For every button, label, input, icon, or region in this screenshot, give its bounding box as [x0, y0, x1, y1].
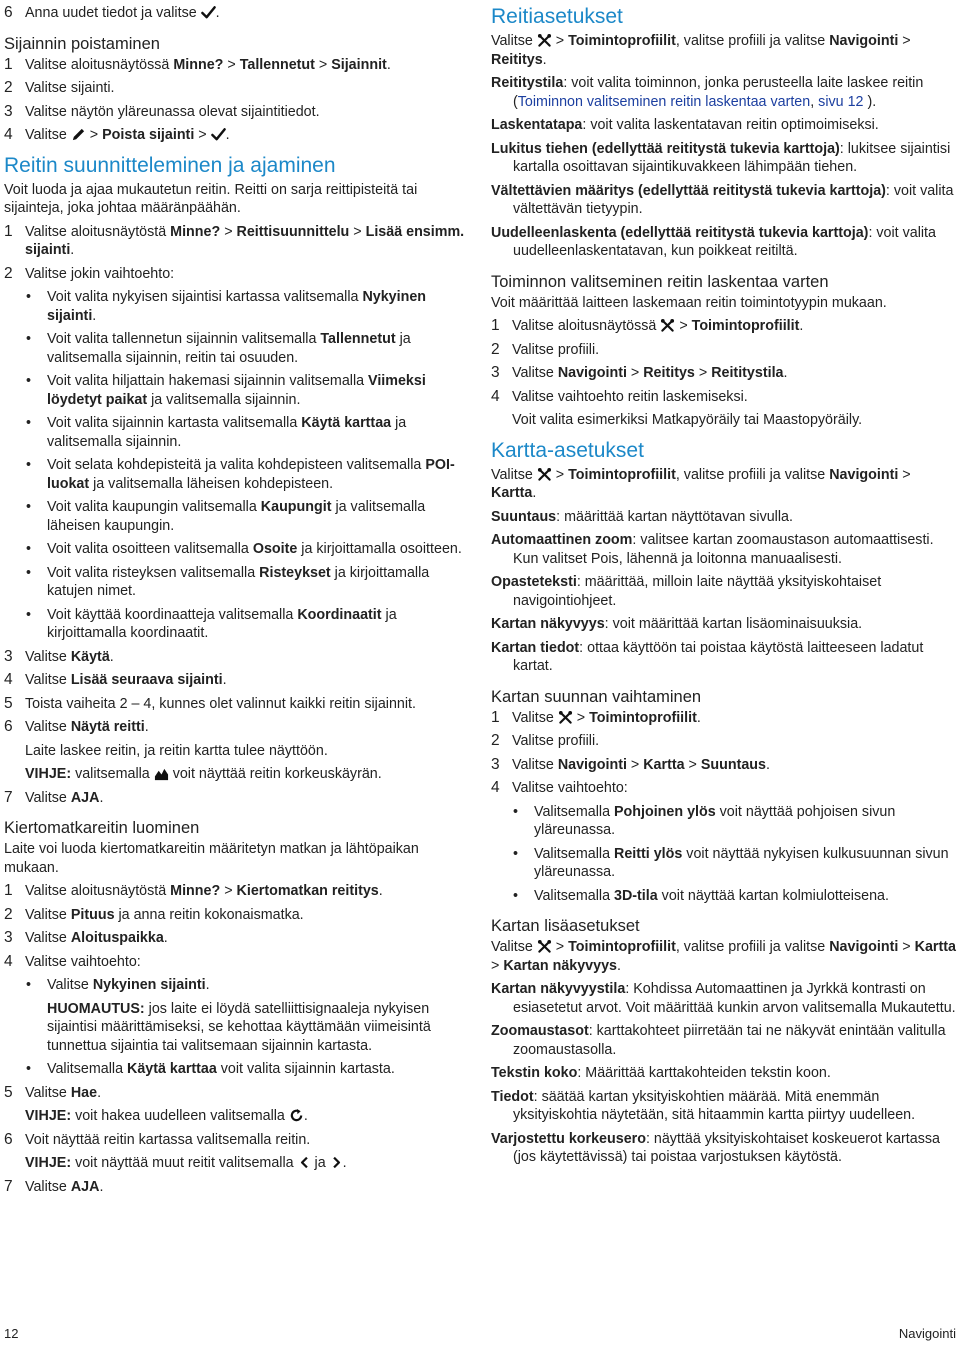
- step-4: 4 Valitse vaihtoehto reitin laskemiseksi.: [491, 387, 748, 405]
- definition-item: Laskentatapa: voit valita laskentatavan reitin optimoimiseksi.: [491, 117, 879, 133]
- step-2: 2 Valitse profiili.: [491, 340, 600, 358]
- bullet-item: • Voit valita hiljattain hakemasi sijainnin valitsemalla Viimeksi löydetyt paikat ja valitsemalla sijainnin.: [4, 372, 466, 409]
- step-note: Voit valita esimerkiksi Matkapyöräily tai Maastopyöräily.: [512, 412, 863, 428]
- step-1: 1 Valitse > Toimintoprofiilit.: [491, 708, 701, 726]
- definition-item: Tekstin koko: Määrittää karttakohteiden tekstin koon.: [491, 1065, 831, 1081]
- section-heading-map-settings: Kartta-asetukset: [491, 438, 644, 462]
- checkmark-icon: [211, 127, 226, 142]
- step-2: 2 Valitse Pituus ja anna reitin kokonaismatka.: [4, 905, 304, 923]
- paragraph: Valitse > Toimintoprofiilit, valitse profiili ja valitse Navigointi > Reititys.: [491, 33, 911, 68]
- step-4: 4 Valitse vaihtoehto:: [4, 952, 141, 970]
- step-7: 7 Valitse AJA.: [4, 788, 104, 806]
- paragraph: Valitse > Toimintoprofiilit, valitse profiili ja valitse Navigointi > Kartta > Kartan näkyvyys.: [491, 939, 956, 974]
- step-1: 1 Valitse aloitusnäytössä Minne? > Tallennetut > Sijainnit.: [4, 55, 391, 73]
- definition-item: Automaattinen zoom: valitsee kartan zoomaustason automaattisesti. Kun valitset Pois, lähennä ja loitonna manuaalisesti.: [491, 532, 934, 567]
- definition-item: Reititystila: voit valita toiminnon, jonka perusteella laite laskee reitin (Toiminnon valitseminen reitin laskentaa varten, sivu 12 ).: [491, 75, 924, 110]
- step-6: 6 Voit näyttää reitin kartassa valitsemalla reitin.: [4, 1130, 311, 1148]
- step-2: 2 Valitse jokin vaihtoehto:: [4, 264, 175, 282]
- step-6-edit: 6 Anna uudet tiedot ja valitse .: [4, 4, 220, 21]
- definition-item: Kartan näkyvyys: voit määrittää kartan lisäominaisuuksia.: [491, 616, 863, 632]
- elevation-plot-icon: [154, 766, 169, 781]
- paragraph: Voit määrittää laitteen laskemaan reitin toimintotyypin mukaan.: [491, 294, 887, 311]
- definition-item: Vältettävien määritys (edellyttää reititystä tukevia karttoja): voit valita vältettävän tietyypin.: [491, 182, 954, 217]
- tools-icon: [558, 710, 573, 725]
- step-1: 1 Valitse aloitusnäytöstä Minne? > Kiertomatkan reititys.: [4, 882, 383, 899]
- section-heading-advanced-map: Kartan lisäasetukset: [491, 917, 640, 935]
- definition-item: Uudelleenlaskenta (edellyttää reititystä tukevia karttoja): voit valita uudelleenlaskentatavan, kun poikkeat reitiltä.: [491, 224, 936, 259]
- definition-item: Zoomaustasot: karttakohteet piirretään tai ne näkyvät enintään valitulla zoomaustasolla.: [491, 1023, 946, 1058]
- step-3: 3 Valitse Käytä.: [4, 647, 114, 665]
- step-3: 3 Valitse Aloituspaikka.: [4, 929, 168, 946]
- chevron-left-icon: [298, 1155, 311, 1170]
- tools-icon: [537, 33, 552, 48]
- section-heading-remove-location: Sijainnin poistaminen: [4, 34, 160, 53]
- bullet-item: • Voit valita osoitteen valitsemalla Osoite ja kirjoittamalla osoitteen.: [4, 540, 466, 559]
- definition-item: Kartan näkyvyystila: Kohdissa Automaattinen ja Jyrkkä kontrasti on esiasetetut arvot. Voit määrittää kunkin arvon valitsemalla Mukautettu.: [491, 981, 956, 1016]
- step-6: 6 Valitse Näytä reitti.: [4, 718, 149, 735]
- tools-icon: [537, 939, 552, 954]
- paragraph: Voit luoda ja ajaa mukautetun reitin. Reitti on sarja reittipisteitä tai sijainteja, joka johtaa määränpäähän.: [4, 181, 418, 216]
- left-column: [4, 4, 466, 1201]
- refresh-icon: [289, 1108, 304, 1123]
- pencil-icon: [71, 127, 86, 142]
- section-heading-round-trip: Kiertomatkareitin luominen: [4, 819, 200, 837]
- step-note: Laite laskee reitin, ja reitin kartta tulee näyttöön.: [25, 742, 328, 759]
- paragraph: Valitse > Toimintoprofiilit, valitse profiili ja valitse Navigointi > Kartta.: [491, 466, 911, 501]
- tip: VIHJE: valitsemalla voit näyttää reitin korkeuskäyrän.: [25, 766, 382, 782]
- step-4: 4 Valitse Lisää seuraava sijainti.: [4, 671, 227, 688]
- bullet-item: • Valitsemalla Käytä karttaa voit valita sijainnin kartasta.: [4, 1060, 466, 1079]
- step-4: 4 Valitse vaihtoehto:: [491, 779, 628, 796]
- definition-item: Suuntaus: määrittää kartan näyttötavan sivulla.: [491, 508, 793, 525]
- bullet-item: • Valitsemalla 3D-tila voit näyttää kartan kolmiulotteisena.: [491, 887, 956, 906]
- page-number: 12: [4, 1326, 19, 1341]
- section-heading-route-settings: Reitiasetukset: [491, 5, 623, 28]
- note: HUOMAUTUS: jos laite ei löydä satelliittisignaaleja nykyisen sijaintisi määrittämiseksi, se kehottaa käyttämään viimeisintä tunnettua sijaintia tai valitsemaan sijainnin kartasta.: [47, 1000, 431, 1054]
- step-1: 1 Valitse aloitusnäytöstä Minne? > Reittisuunnittelu > Lisää ensimm. sijainti.: [4, 222, 465, 258]
- step-5: 5 Toista vaiheita 2 – 4, kunnes olet valinnut kaikki reitin sijainnit.: [4, 694, 416, 712]
- step-1: 1 Valitse aloitusnäytössä > Toimintoprofiilit.: [491, 317, 804, 334]
- step-2: 2 Valitse profiili.: [491, 732, 600, 749]
- bullet-item: • Voit valita tallennetun sijainnin valitsemalla Tallennetut ja valitsemalla sijainnin, reitin tai osuuden.: [4, 330, 466, 367]
- bullet-item: • Valitse Nykyinen sijainti.: [4, 976, 466, 995]
- checkmark-icon: [201, 5, 216, 20]
- paragraph: Laite voi luoda kiertomatkareitin määritetyn matkan ja lähtöpaikan mukaan.: [4, 841, 419, 876]
- tools-icon: [537, 467, 552, 482]
- bullet-item: • Voit valita nykyisen sijaintisi kartassa valitsemalla Nykyinen sijainti.: [4, 288, 466, 325]
- footer-section-name: Navigointi: [898, 1326, 956, 1341]
- step-3: 3 Valitse näytön yläreunassa olevat sijaintitiedot.: [4, 102, 320, 120]
- page-reference-link[interactable]: sivu 12: [818, 93, 864, 110]
- step-2: 2 Valitse sijainti.: [4, 79, 115, 96]
- tools-icon: [660, 318, 675, 333]
- cross-reference-link[interactable]: Toiminnon valitseminen reitin laskentaa varten: [517, 93, 811, 110]
- right-column: [491, 4, 956, 1172]
- bullet-item: • Voit valita kaupungin valitsemalla Kaupungit ja valitsemalla läheisen kaupungin.: [4, 498, 466, 535]
- step-7: 7 Valitse AJA.: [4, 1177, 104, 1195]
- tip: VIHJE: voit hakea uudelleen valitsemalla .: [25, 1108, 308, 1124]
- step-4: 4 Valitse > Poista sijainti > .: [4, 126, 230, 143]
- definition-item: Opasteteksti: määrittää, milloin laite näyttää yksityiskohtaiset navigointiohjeet.: [491, 574, 882, 609]
- chevron-right-icon: [330, 1155, 343, 1170]
- definition-item: Tiedot: säätää kartan yksityiskohtien määrää. Mitä enemmän yksityiskohtia näytetään, sitä hitaammin kartta piirtyy uudelleen.: [491, 1088, 916, 1123]
- step-3: 3 Valitse Navigointi > Kartta > Suuntaus.: [491, 755, 770, 773]
- section-heading-route-planning: Reitin suunnitteleminen ja ajaminen: [4, 153, 336, 177]
- bullet-item: • Voit valita risteyksen valitsemalla Risteykset ja kirjoittamalla katujen nimet.: [4, 564, 466, 601]
- tip: VIHJE: voit näyttää muut reitit valitsemalla ja .: [25, 1155, 347, 1171]
- bullet-item: • Voit valita sijainnin kartasta valitsemalla Käytä karttaa ja valitsemalla sijainnin.: [4, 414, 466, 451]
- step-5: 5 Valitse Hae.: [4, 1083, 102, 1101]
- bullet-item: • Voit käyttää koordinaatteja valitsemalla Koordinaatit ja kirjoittamalla koordinaatit.: [4, 606, 466, 643]
- step-3: 3 Valitse Navigointi > Reititys > Reititystila.: [491, 364, 788, 381]
- definition-item: Kartan tiedot: ottaa käyttöön tai poistaa käytöstä laitteeseen ladatut kartat.: [491, 639, 924, 674]
- bullet-item: • Valitsemalla Pohjoinen ylös voit näyttää pohjoisen sivun yläreunassa.: [491, 803, 956, 840]
- section-heading-activity-routing: Toiminnon valitseminen reitin laskentaa varten: [491, 272, 829, 291]
- section-heading-map-orientation: Kartan suunnan vaihtaminen: [491, 687, 702, 706]
- bullet-item: • Valitsemalla Reitti ylös voit näyttää nykyisen kulkusuunnan sivun yläreunassa.: [491, 845, 956, 882]
- bullet-item: • Voit selata kohdepisteitä ja valita kohdepisteen valitsemalla POI-luokat ja valitsemalla läheisen kohdepisteen.: [4, 456, 466, 493]
- definition-item: Varjostettu korkeusero: näyttää yksityiskohtaiset koskeuerot kartassa (jos käytettävissä) tai poistaa varjostuksen käytöstä.: [491, 1130, 940, 1165]
- definition-item: Lukitus tiehen (edellyttää reititystä tukevia karttoja): lukitsee sijaintisi kartalla osoittavan sijaintikuvakkeen lähimpään tiehen.: [491, 140, 951, 175]
